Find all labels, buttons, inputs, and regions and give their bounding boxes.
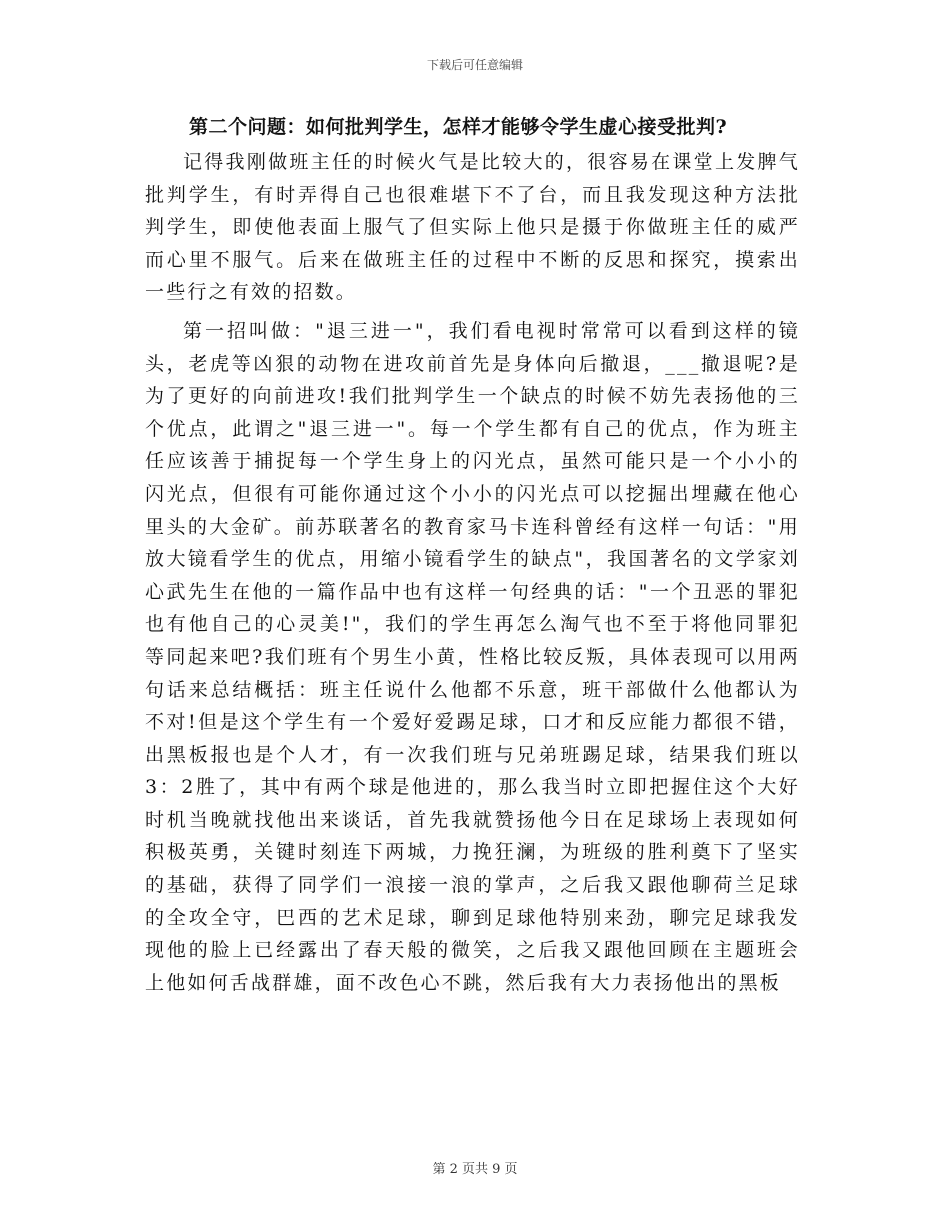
- page-header: 下载后可任意编辑: [426, 58, 523, 72]
- page-footer: 第 2 页共 9 页: [432, 1162, 518, 1177]
- section-title: 第二个问题：如何批判学生，怎样才能够令学生虚心接受批判?: [189, 116, 728, 138]
- document-body: [145, 112, 800, 999]
- paragraph-1: 记得我刚做班主任的时候火气是比较大的，很容易在课堂上发脾气批判学生，有时弄得自己也很难堪下不了台，而且我发现这种方法批判学生，即使他表面上服气了但实际上他只是摄于你做班主任的威严而心里不服气。后来在做班主任的过程中不断的反思和探究，摸索出一些行之有效的招数。: [145, 151, 800, 304]
- paragraph-2: 第一招叫做："退三进一"，我们看电视时常常可以看到这样的镜头，老虎等凶狠的动物在进攻前首先是身体向后撤退，___撤退呢?是为了更好的向前进攻!我们批判学生一个缺点的时候不妨先表扬他的三个优点，此谓之"退三进一"。每一个学生都有自己的优点，作为班主任应该善于捕捉每一个学生身上的闪光点，虽然可能只是一个小小的闪光点，但很有可能你通过这个小小的闪光点可以挖掘出埋藏在他心里头的大金矿。前苏联著名的教育家马卡连科曾经有这样一句话："用放大镜看学生的优点，用缩小镜看学生的缺点"，我国著名的文学家刘心武先生在他的一篇作品中也有这样一句经典的话："一个丑恶的罪犯也有他自己的心灵美!"，我们的学生再怎么淘气也不至于将他同罪犯等同起来吧?我们班有个男生小黄，性格比较反叛，具体表现可以用两句话来总结概括：班主任说什么他都不乐意，班干部做什么他都认为不对!但是这个学生有一个爱好爱踢足球，口才和反应能力都很不错，出黑板报也是个人才，有一次我们班与兄弟班踢足球，结果我们班以3：2胜了，其中有两个球是他进的，那么我当时立即把握住这个大好时机当晚就找他出来谈话，首先我就赞扬他今日在足球场上表现如何积极英勇，关键时刻连下两城，力挽狂澜，为班级的胜利奠下了坚实的基础，获得了同学们一浪接一浪的掌声，之后我又跟他聊荷兰足球的全攻全守，巴西的艺术足球，聊到足球他特别来劲，聊完足球我发现他的脸上已经露出了春天般的微笑，之后我又跟他回顾在主题班会上他如何舌战群雄，面不改色心不跳，然后我有大力表扬他出的黑板: [145, 319, 800, 994]
